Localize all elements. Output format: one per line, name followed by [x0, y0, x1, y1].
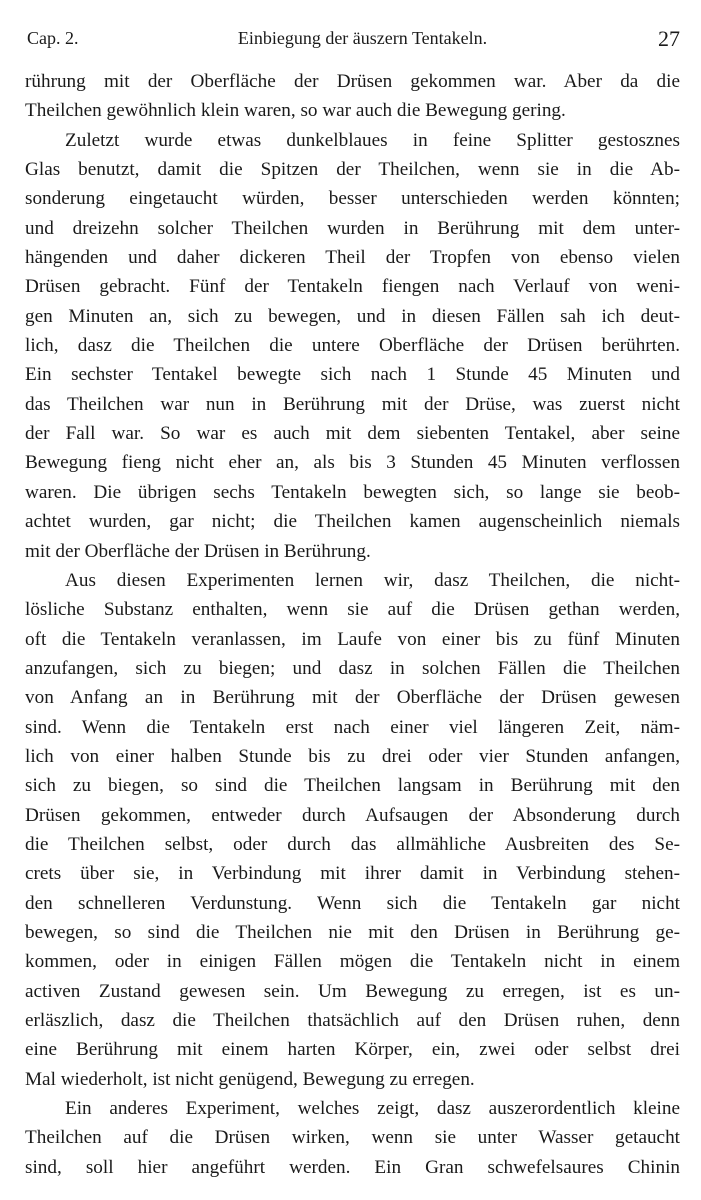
running-head [25, 0, 680, 62]
text-line: sich zu biegen, so sind die Theilchen langsam in Berührung mit den [25, 775, 680, 797]
text-line: Bewegung fieng nicht eher an, als bis 3 Stunden 45 Minuten verflossen [25, 452, 680, 474]
text-line: das Theilchen war nun in Berührung mit der Drüse, was zuerst nicht [25, 393, 680, 415]
text-line: mit der Oberfläche der Drüsen in Berührung. [25, 540, 371, 562]
text-line: Aus diesen Experimenten lernen wir, dasz Theilchen, die nicht- [65, 569, 680, 591]
book-page [25, 0, 680, 1182]
text-line: bewegen, so sind die Theilchen nie mit den Drüsen in Berührung ge- [25, 921, 680, 943]
text-line: sind. Wenn die Tentakeln erst nach einer viel längeren Zeit, näm- [25, 716, 680, 738]
text-line: erläszlich, dasz die Theilchen thatsächlich auf den Drüsen ruhen, denn [25, 1010, 680, 1031]
text-line: Glas benutzt, damit die Spitzen der Theilchen, wenn sie in die Ab- [25, 159, 680, 181]
text-line: von Anfang an in Berührung mit der Oberfläche der Drüsen gewesen [25, 687, 680, 709]
body-text [25, 67, 680, 1182]
page-title: Einbiegung der äuszern Tentakeln. [237, 28, 488, 48]
chapter-label: Cap. 2. [27, 28, 79, 48]
text-line: lich von einer halben Stunde bis zu drei oder vier Stunden anfangen, [25, 745, 680, 767]
text-line: Mal wiederholt, ist nicht genügend, Bewegung zu erregen. [25, 1068, 475, 1090]
text-line: activen Zustand gewesen sein. Um Bewegung zu erregen, ist es un- [25, 980, 680, 1002]
text-line: die Theilchen selbst, oder durch das allmähliche Ausbreiten des Se- [25, 833, 680, 855]
paragraph [25, 126, 680, 566]
text-line: Drüsen gekommen, entweder durch Aufsaugen der Absonderung durch [25, 804, 680, 826]
text-line: Theilchen auf die Drüsen wirken, wenn sie unter Wasser getaucht [25, 1127, 680, 1149]
text-line: hängenden und daher dickeren Theil der Tropfen von ebenso vielen [25, 247, 680, 269]
text-line: anzufangen, sich zu biegen; und dasz in solchen Fällen die Theilchen [25, 657, 680, 679]
text-line: lich, dasz die Theilchen die untere Oberfläche der Drüsen berührten. [25, 335, 680, 357]
text-line: Zuletzt wurde etwas dunkelblaues in feine Splitter gestosznes [65, 129, 680, 151]
text-line: lösliche Substanz enthalten, wenn sie auf die Drüsen gethan werden, [25, 599, 680, 621]
paragraph [25, 67, 680, 126]
paragraph [25, 1094, 680, 1182]
page-number: 27 [658, 26, 680, 51]
text-line: Ein anderes Experiment, welches zeigt, dasz auszerordentlich kleine [65, 1098, 680, 1120]
text-line: oft die Tentakeln veranlassen, im Laufe von einer bis zu fünf Minuten [25, 628, 680, 650]
text-line: achtet wurden, gar nicht; die Theilchen kamen augenscheinlich niemals [25, 511, 680, 533]
text-line: sind, soll hier angeführt werden. Ein Gran schwefelsaures Chinin [25, 1156, 680, 1178]
text-line: crets über sie, in Verbindung mit ihrer damit in Verbindung stehen- [25, 863, 680, 885]
text-line: der Fall war. So war es auch mit dem siebenten Tentakel, aber seine [25, 423, 680, 445]
text-line: eine Berührung mit einem harten Körper, ein, zwei oder selbst drei [25, 1039, 680, 1061]
text-line: Theilchen gewöhnlich klein waren, so war auch die Bewegung gering. [25, 100, 566, 122]
text-line: waren. Die übrigen sechs Tentakeln bewegten sich, so lange sie beob- [25, 481, 680, 503]
text-line: den schnelleren Verdunstung. Wenn sich die Tentakeln gar nicht [25, 892, 680, 914]
text-line: kommen, oder in einigen Fällen mögen die Tentakeln nicht in einem [25, 951, 680, 973]
text-line: rührung mit der Oberfläche der Drüsen gekommen war. Aber da die [25, 71, 680, 92]
text-line: sonderung eingetaucht würden, besser unterschieden werden könnten; [25, 188, 680, 210]
text-line: Drüsen gebracht. Fünf der Tentakeln fiengen nach Verlauf von weni- [25, 276, 680, 298]
text-line: Ein sechster Tentakel bewegte sich nach 1 Stunde 45 Minuten und [25, 364, 680, 386]
text-line: gen Minuten an, sich zu bewegen, und in diesen Fällen sah ich deut- [25, 305, 680, 327]
text-line: und dreizehn solcher Theilchen wurden in Berührung mit dem unter- [25, 217, 680, 239]
paragraph [25, 566, 680, 1094]
